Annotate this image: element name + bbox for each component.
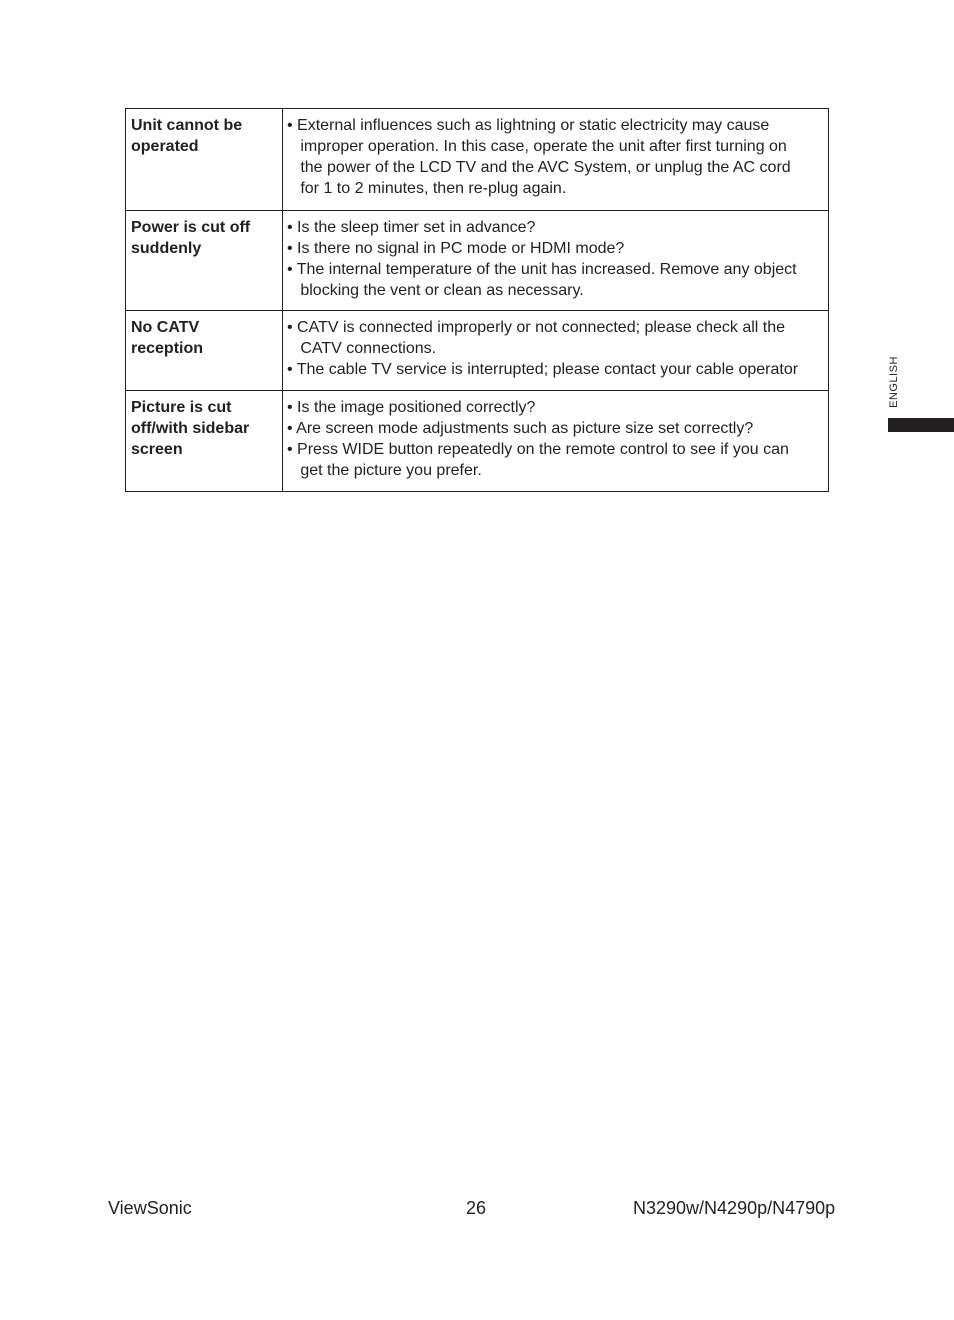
problem-text: screen — [131, 441, 183, 458]
table-row — [126, 211, 829, 311]
table-row — [126, 109, 829, 211]
problem-text: Power is cut off — [131, 219, 251, 236]
solution-line: • External influences such as lightning or static electricity may cause — [287, 117, 770, 134]
solution-line: • Press WIDE button repeatedly on the remote control to see if you can — [287, 441, 789, 458]
solution-line: get the picture you prefer. — [287, 462, 482, 479]
problem-text: Picture is cut — [131, 399, 232, 416]
problem-cell — [126, 109, 283, 211]
footer-model: N3290w/N4290p/N4790p — [633, 1198, 836, 1218]
solution-line: • Is there no signal in PC mode or HDMI mode? — [287, 240, 625, 257]
solution-cell — [283, 391, 829, 492]
solution-line: the power of the LCD TV and the AVC System, or unplug the AC cord — [287, 159, 791, 176]
problem-text: off/with sidebar — [131, 420, 250, 437]
problem-cell — [126, 391, 283, 492]
solution-line: • The cable TV service is interrupted; please contact your cable operator — [287, 361, 799, 378]
troubleshooting-table — [125, 108, 829, 492]
problem-text: Unit cannot be — [131, 117, 243, 134]
solution-line: • The internal temperature of the unit has increased. Remove any object — [287, 261, 797, 278]
problem-cell — [126, 311, 283, 391]
problem-text: suddenly — [131, 240, 202, 257]
problem-cell — [126, 211, 283, 311]
page-number: 26 — [466, 1198, 487, 1218]
solution-line: • CATV is connected improperly or not connected; please check all the — [287, 319, 786, 336]
language-tab-marker — [888, 418, 954, 432]
problem-text: reception — [131, 340, 204, 357]
solution-line: • Is the image positioned correctly? — [287, 399, 536, 416]
problem-text: No CATV — [131, 319, 200, 336]
language-tab-label: ENGLISH — [888, 356, 900, 408]
table-row — [126, 391, 829, 492]
solution-cell — [283, 211, 829, 311]
footer-brand: ViewSonic — [108, 1198, 192, 1218]
solution-line: for 1 to 2 minutes, then re-plug again. — [287, 180, 567, 197]
solution-line: improper operation. In this case, operate the unit after first turning on — [287, 138, 787, 155]
solution-cell — [283, 311, 829, 391]
solution-line: blocking the vent or clean as necessary. — [287, 282, 584, 299]
solution-cell — [283, 109, 829, 211]
table-row — [126, 311, 829, 391]
problem-text: operated — [131, 138, 199, 155]
solution-line: • Is the sleep timer set in advance? — [287, 219, 536, 236]
solution-line: CATV connections. — [287, 340, 437, 357]
solution-line: • Are screen mode adjustments such as picture size set correctly? — [287, 420, 754, 437]
